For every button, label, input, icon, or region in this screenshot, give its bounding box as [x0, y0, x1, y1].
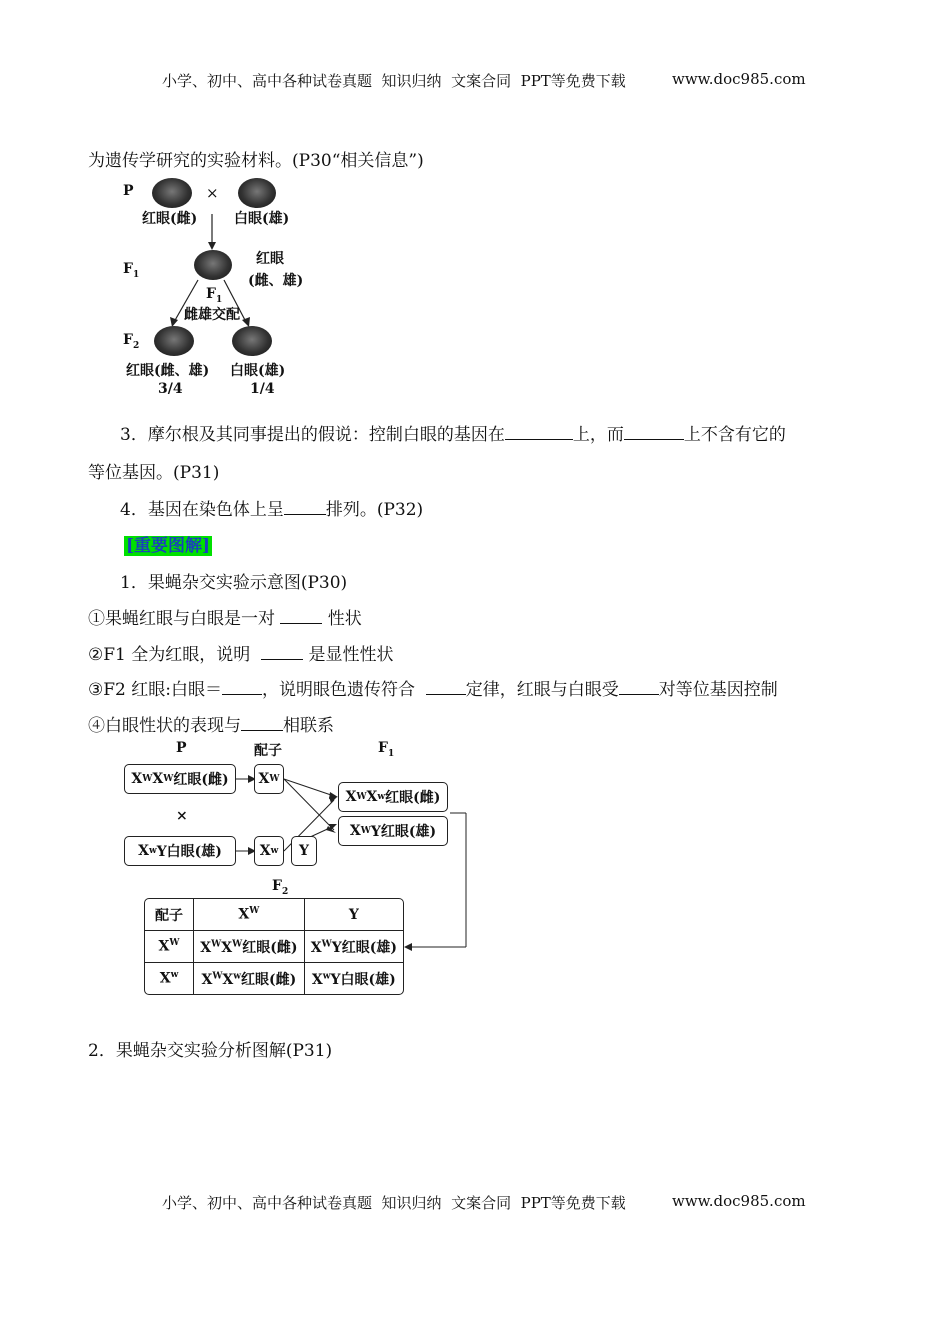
row-header-xw: $X^w$ — [145, 963, 194, 994]
intro-line: 为遗传学研究的实验材料。(P30“相关信息”) — [88, 151, 424, 171]
row-header-xW: $X^W$ — [145, 931, 194, 963]
red-eye-fly-image — [152, 178, 192, 208]
cross-diagram — [120, 738, 480, 1003]
p-label: P — [123, 183, 134, 199]
col-header-xW: $X^W$ — [194, 899, 305, 931]
f1-pheno-label: 红眼 — [256, 251, 284, 267]
fill-blank-2: ②F1 全为红眼，说明 是显性性状 — [88, 645, 394, 665]
fly-cross-figure — [120, 176, 320, 401]
f2-punnett-table — [144, 898, 404, 995]
f1-label: $F_1$ — [123, 261, 140, 280]
parent-red-female: X W X W 红眼(雌) — [124, 764, 236, 794]
table-row — [145, 963, 403, 994]
header-text: 小学、初中、高中各种试卷真题 知识归纳 文案合同 PPT等免费下载 — [162, 72, 626, 90]
f1-fly-image — [194, 250, 232, 280]
f2-red-ratio: 3/4 — [158, 381, 183, 397]
question-4: 4．基因在染色体上呈 排列。(P32) — [120, 500, 424, 520]
table-row — [145, 931, 403, 963]
cell-xwy: $X^wY$白眼(雄) — [311, 970, 396, 988]
table-corner: 配子 — [145, 899, 194, 931]
f1-red-female: X W X w 红眼(雌) — [338, 782, 448, 812]
white-male-label: 白眼(雄) — [234, 211, 290, 227]
cell-xWxW: $X^WX^W$红眼(雌) — [194, 931, 305, 963]
footer-text: 小学、初中、高中各种试卷真题 知识归纳 文案合同 PPT等免费下载 — [162, 1194, 626, 1212]
cell-xWy: $X^WY$红眼(雄) — [305, 931, 403, 963]
f2-label: $F_2$ — [123, 332, 140, 351]
f1-red-male: X W Y红眼(雄) — [338, 816, 448, 846]
p-header: P — [176, 740, 187, 756]
fill-blank-1: ①果蝇红眼与白眼是一对 性状 — [88, 609, 362, 629]
fill-blank-4: ④白眼性状的表现与 相联系 — [88, 716, 334, 736]
question-3-line1: 3．摩尔根及其同事提出的假说：控制白眼的基因在 上，而 上不含有它的 — [120, 425, 786, 445]
f1-header: $F_1$ — [378, 740, 395, 759]
f1-pheno-sex: (雌、雄) — [248, 273, 304, 289]
item-2-title: 2．果蝇杂交实验分析图解(P31) — [88, 1041, 333, 1061]
question-3-line2: 等位基因。(P31) — [88, 463, 220, 483]
item-1-title: 1．果蝇杂交实验示意图(P30) — [120, 573, 348, 593]
section-tag: [重要图解] — [126, 536, 211, 556]
f2-white-ratio: 1/4 — [250, 381, 275, 397]
table-row — [145, 899, 403, 931]
f1-mating-label: $F_1$ — [206, 286, 223, 305]
f2-red-fly-image — [154, 326, 194, 356]
gamete-xW: X W — [254, 764, 284, 794]
gamete-header: 配子 — [254, 743, 282, 759]
cross-symbol-2: × — [176, 808, 188, 824]
col-header-y: Y — [305, 899, 403, 931]
f2-white-fly-image — [232, 326, 272, 356]
footer-url[interactable]: www.doc985.com — [672, 1192, 806, 1210]
parent-white-male: X w Y白眼(雄) — [124, 836, 236, 866]
white-eye-fly-image — [238, 178, 276, 208]
gamete-y: Y — [291, 836, 317, 866]
f2-red-label: 红眼(雌、雄) — [126, 363, 210, 379]
f2-white-label: 白眼(雄) — [230, 363, 286, 379]
f2-header: $F_2$ — [272, 878, 289, 897]
mating-label: 雌雄交配 — [184, 307, 240, 323]
gamete-xw: X w — [254, 836, 284, 866]
header-url[interactable]: www.doc985.com — [672, 70, 806, 88]
red-female-label: 红眼(雌) — [142, 211, 198, 227]
cell-xWxw: $X^WX^w$红眼(雌) — [194, 963, 305, 994]
cross-symbol: × — [206, 184, 219, 202]
fill-blank-3: ③F2 红眼:白眼＝ ，说明眼色遗传符合 定律，红眼与白眼受 对等位基因控制 — [88, 680, 778, 700]
